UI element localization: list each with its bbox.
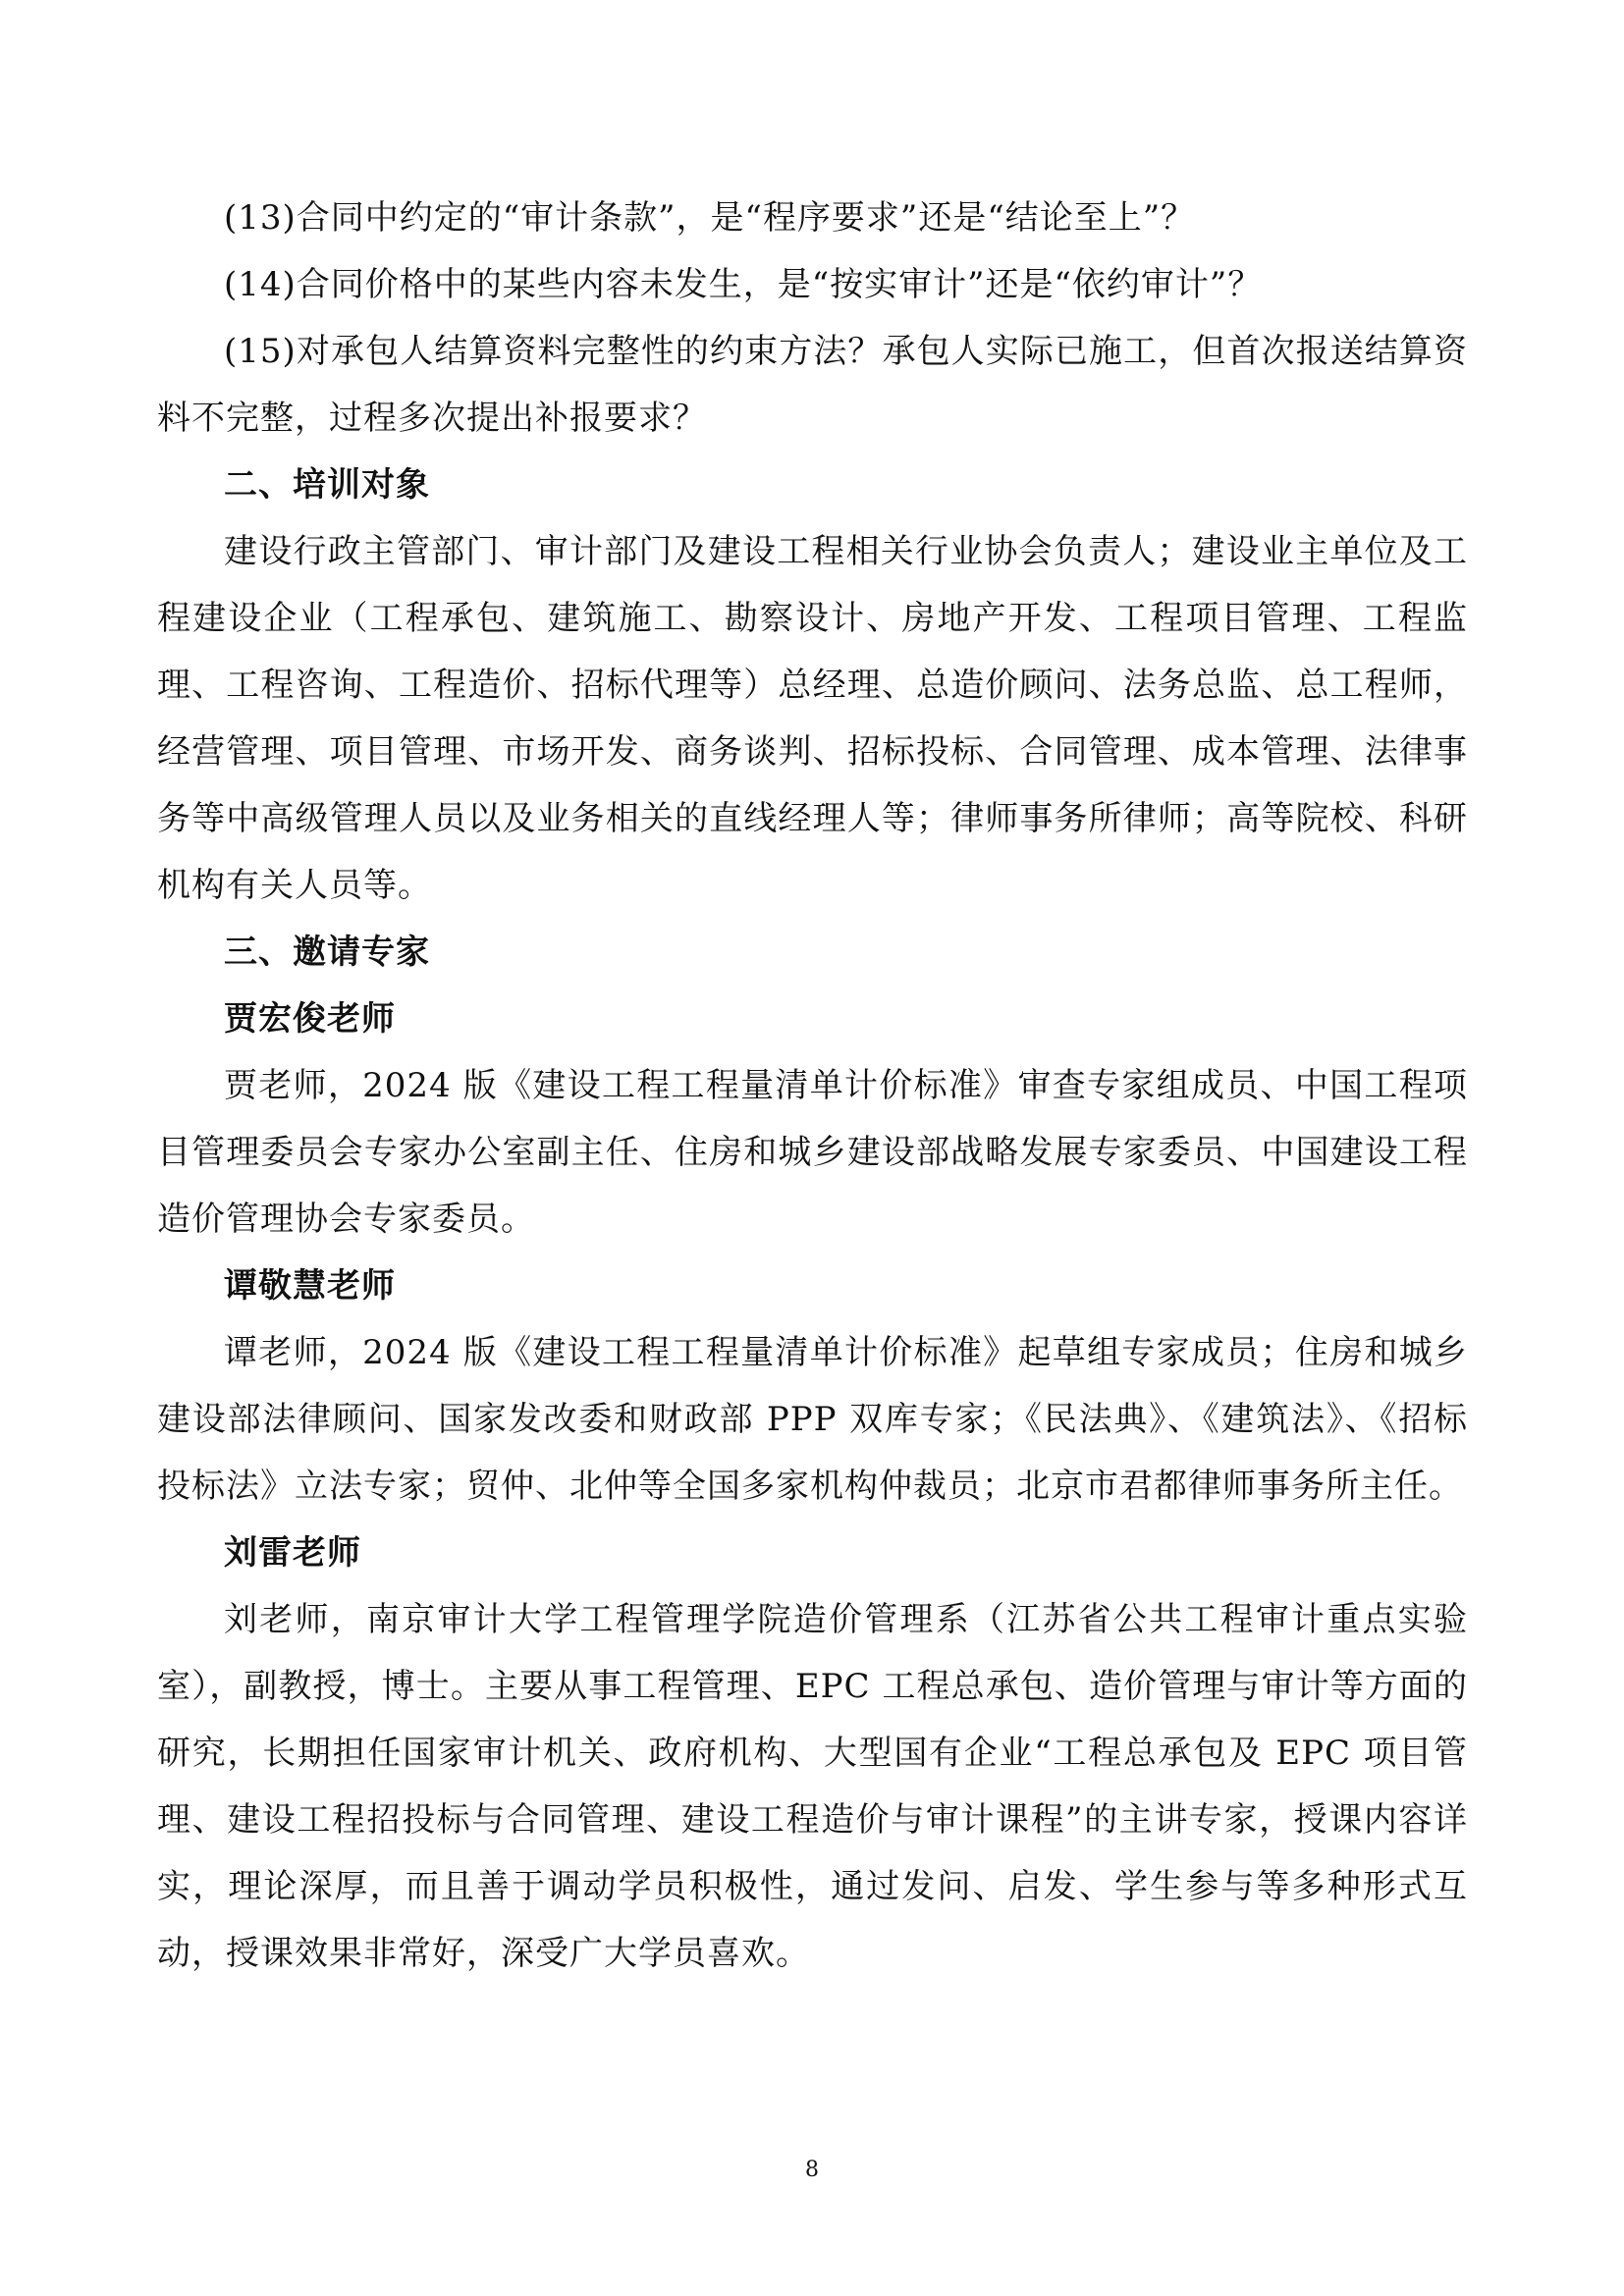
section-heading-experts: 三、邀请专家 <box>224 933 430 972</box>
expert-name-liu: 刘雷老师 <box>224 1533 361 1573</box>
page-number: 8 <box>805 2158 819 2182</box>
section-heading-training: 二、培训对象 <box>224 465 430 505</box>
expert-name-tan: 谭敬慧老师 <box>224 1266 396 1306</box>
expert-bio-tan: 谭老师，2024 版《建设工程工程量清单计价标准》起草组专家成员；住房和城乡建设部法律顾问、国家发改委和财政部 PPP 双库专家；《民法典》、《建筑法》、《招标投标法》立法专家；贸仲、北仲等全国多家机构仲裁员；北京市君都律师事务所主任。 <box>157 1333 1468 1506</box>
expert-bio-liu: 刘老师，南京审计大学工程管理学院造价管理系（江苏省公共工程审计重点实验室），副教授，博士。主要从事工程管理、EPC 工程总承包、造价管理与审计等方面的研究，长期担任国家审计机关、政府机构、大型国有企业“工程总承包及 EPC 项目管理、建设工程招投标与合同管理、建设工程造价与审计课程”的主讲专家，授课内容详实，理论深厚，而且善于调动学员积极性，通过发问、启发、学生参与等多种形式互动，授课效果非常好，深受广大学员喜欢。 <box>157 1600 1468 1973</box>
question-13: (13)合同中约定的“审计条款”，是“程序要求”还是“结论至上”？ <box>224 198 1196 238</box>
question-15: (15)对承包人结算资料完整性的约束方法？承包人实际已施工，但首次报送结算资料不完整，过程多次提出补报要求？ <box>157 332 1468 438</box>
question-14: (14)合同价格中的某些内容未发生，是“按实审计”还是“依约审计”？ <box>224 265 1263 304</box>
expert-bio-jia: 贾老师，2024 版《建设工程工程量清单计价标准》审查专家组成员、中国工程项目管理委员会专家办公室副主任、住房和城乡建设部战略发展专家委员、中国建设工程造价管理协会专家委员。 <box>157 1066 1468 1239</box>
training-audience-paragraph: 建设行政主管部门、审计部门及建设工程相关行业协会负责人；建设业主单位及工程建设企业（工程承包、建筑施工、勘察设计、房地产开发、工程项目管理、工程监理、工程咨询、工程造价、招标代理等）总经理、总造价顾问、法务总监、总工程师，经营管理、项目管理、市场开发、商务谈判、招标投标、合同管理、成本管理、法律事务等中高级管理人员以及业务相关的直线经理人等；律师事务所律师；高等院校、科研机构有关人员等。 <box>157 532 1468 905</box>
expert-name-jia: 贾宏俊老师 <box>224 999 396 1039</box>
page-content <box>157 185 1468 1987</box>
